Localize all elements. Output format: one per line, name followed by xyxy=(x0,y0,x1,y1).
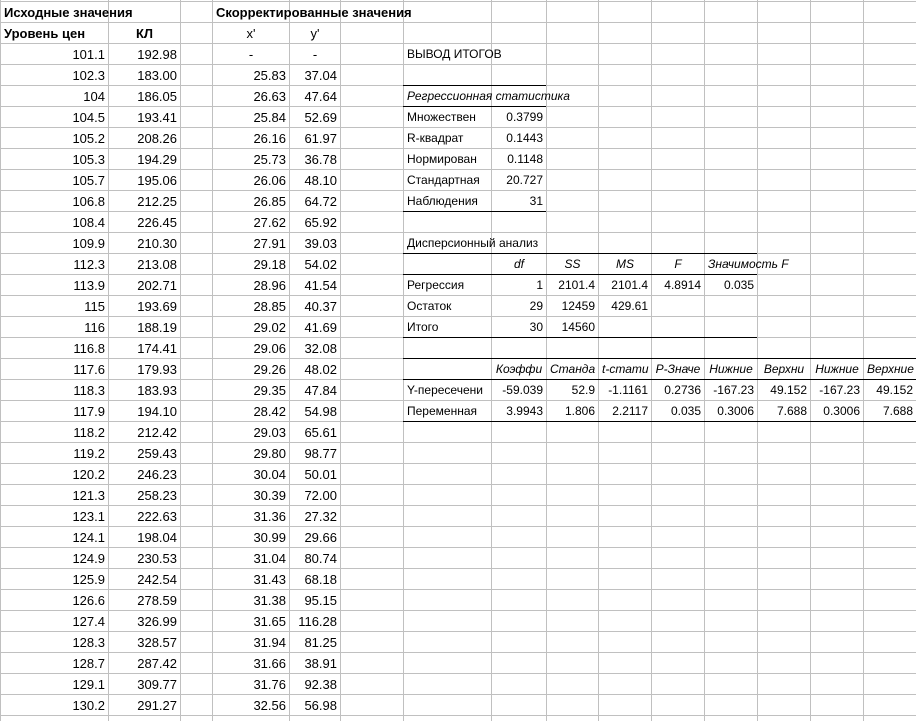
regression-stat-value[interactable]: 0.1443 xyxy=(506,131,543,145)
regression-stat-value[interactable]: 31 xyxy=(529,194,543,208)
price-level-cell[interactable]: 128.7 xyxy=(72,656,105,671)
kl-cell[interactable]: 195.06 xyxy=(137,173,177,188)
kl-cell[interactable]: 291.27 xyxy=(137,698,177,713)
summary-title[interactable]: ВЫВОД ИТОГОВ xyxy=(407,47,502,61)
anova-value[interactable]: 14560 xyxy=(561,320,595,334)
coefficient-value[interactable]: 0.3006 xyxy=(717,404,754,418)
price-level-cell[interactable]: 130.2 xyxy=(72,698,105,713)
y-prime-cell[interactable]: 37.04 xyxy=(304,68,337,83)
price-level-cell[interactable]: 105.3 xyxy=(72,152,105,167)
price-level-cell[interactable]: 127.4 xyxy=(72,614,105,629)
price-level-cell[interactable]: 113.9 xyxy=(73,278,105,293)
price-level-cell[interactable]: 118.2 xyxy=(73,425,105,440)
kl-cell[interactable]: 213.08 xyxy=(137,257,177,272)
y-prime-cell[interactable]: 47.64 xyxy=(304,89,337,104)
anova-value[interactable]: 429.61 xyxy=(611,299,648,313)
price-level-cell[interactable]: 118.3 xyxy=(73,383,105,398)
header-y-prime[interactable]: y' xyxy=(310,26,320,41)
y-prime-cell[interactable]: 116.28 xyxy=(298,614,337,629)
regression-stat-label[interactable]: R-квадрат xyxy=(407,131,464,145)
x-prime-cell[interactable]: 29.03 xyxy=(253,425,286,440)
x-prime-cell[interactable]: 29.80 xyxy=(253,446,286,461)
anova-value[interactable]: 4.8914 xyxy=(664,278,701,292)
y-prime-cell[interactable]: 80.74 xyxy=(304,551,337,566)
y-prime-cell[interactable]: 29.66 xyxy=(304,530,337,545)
kl-cell[interactable]: 258.23 xyxy=(137,488,177,503)
price-level-cell[interactable]: 112.3 xyxy=(73,257,105,272)
x-prime-cell[interactable]: 31.66 xyxy=(253,656,286,671)
header-kl[interactable]: КЛ xyxy=(135,26,154,41)
price-level-cell[interactable]: 104.5 xyxy=(72,110,105,125)
anova-value[interactable]: 29 xyxy=(529,299,543,313)
price-level-cell[interactable]: 125.9 xyxy=(72,572,105,587)
x-prime-cell[interactable]: 25.73 xyxy=(253,152,286,167)
header-price-level[interactable]: Уровень цен xyxy=(4,26,86,41)
y-prime-cell[interactable]: 98.77 xyxy=(304,446,337,461)
kl-cell[interactable]: 183.93 xyxy=(137,383,177,398)
anova-header[interactable]: df xyxy=(513,257,524,271)
y-prime-cell[interactable]: 52.69 xyxy=(304,110,337,125)
header-x-prime[interactable]: x' xyxy=(246,26,256,41)
coefficient-value[interactable]: 49.152 xyxy=(770,383,807,397)
price-level-cell[interactable]: 102.3 xyxy=(72,68,105,83)
coefficients-header[interactable]: Станда xyxy=(550,362,596,376)
coefficient-value[interactable]: 0.2736 xyxy=(664,383,701,397)
kl-cell[interactable]: 328.57 xyxy=(137,635,177,650)
x-prime-cell[interactable]: 31.36 xyxy=(253,509,286,524)
y-prime-cell[interactable]: 61.97 xyxy=(304,131,337,146)
x-prime-cell[interactable]: 32.56 xyxy=(253,698,286,713)
kl-cell[interactable]: 174.41 xyxy=(137,341,177,356)
price-level-cell[interactable]: 116.8 xyxy=(73,341,105,356)
kl-cell[interactable]: 309.77 xyxy=(137,677,177,692)
anova-value[interactable]: 2101.4 xyxy=(558,278,595,292)
coefficients-header[interactable]: Верхни xyxy=(763,362,805,376)
y-prime-cell[interactable]: 48.02 xyxy=(304,362,337,377)
kl-cell[interactable]: 259.43 xyxy=(137,446,177,461)
price-level-cell[interactable]: 101.1 xyxy=(72,47,105,62)
regression-stat-value[interactable]: 0.3799 xyxy=(506,110,543,124)
anova-value[interactable]: 0.035 xyxy=(723,278,754,292)
anova-value[interactable]: 30 xyxy=(529,320,543,334)
anova-bottom-border xyxy=(403,337,757,338)
x-prime-cell[interactable]: 31.65 xyxy=(253,614,286,629)
coefficients-header[interactable]: Верхние xyxy=(867,362,914,376)
regression-stats-title[interactable]: Регрессионная статистика xyxy=(407,89,570,103)
price-level-cell[interactable]: 116 xyxy=(84,320,105,335)
y-prime-cell[interactable]: 48.10 xyxy=(304,173,337,188)
x-prime-cell[interactable]: 27.91 xyxy=(253,236,286,251)
price-level-cell[interactable]: 105.7 xyxy=(72,173,105,188)
coefficient-value[interactable]: -167.23 xyxy=(713,383,754,397)
x-prime-cell[interactable]: 26.16 xyxy=(253,131,286,146)
y-prime-cell[interactable]: 40.37 xyxy=(304,299,337,314)
kl-cell[interactable]: 278.59 xyxy=(137,593,177,608)
coefficients-header[interactable]: P-Значе xyxy=(655,362,701,376)
y-prime-cell[interactable]: 41.69 xyxy=(304,320,337,335)
anova-value[interactable]: 12459 xyxy=(561,299,595,313)
price-level-cell[interactable]: 117.6 xyxy=(73,362,105,377)
y-prime-cell[interactable]: 95.15 xyxy=(304,593,337,608)
x-prime-cell[interactable]: 31.38 xyxy=(253,593,286,608)
coefficients-header[interactable]: Нижние xyxy=(709,362,753,376)
kl-cell[interactable]: 326.99 xyxy=(137,614,177,629)
price-level-cell[interactable]: 124.1 xyxy=(72,530,105,545)
price-level-cell[interactable]: 105.2 xyxy=(72,131,105,146)
regression-stat-value[interactable]: 0.1148 xyxy=(507,152,543,166)
x-prime-cell[interactable]: 26.63 xyxy=(253,89,286,104)
anova-title[interactable]: Дисперсионный анализ xyxy=(407,236,539,250)
x-prime-cell[interactable]: 30.04 xyxy=(253,467,286,482)
header-corrected-values[interactable]: Скорректированные значения xyxy=(216,5,412,20)
x-prime-cell[interactable]: 31.94 xyxy=(253,635,286,650)
y-prime-cell[interactable]: 72.00 xyxy=(304,488,337,503)
coefficient-value[interactable]: 52.9 xyxy=(571,383,595,397)
coefficient-value[interactable]: 0.035 xyxy=(670,404,701,418)
anova-value[interactable]: 1 xyxy=(536,278,543,292)
x-prime-cell[interactable]: 29.26 xyxy=(253,362,286,377)
x-prime-cell[interactable]: 30.99 xyxy=(253,530,286,545)
x-prime-cell[interactable]: - xyxy=(248,47,254,62)
regression-stat-label[interactable]: Нормирован xyxy=(407,152,477,166)
coefficient-value[interactable]: 7.688 xyxy=(882,404,913,418)
coefficient-value[interactable]: 1.806 xyxy=(564,404,595,418)
regression-stat-label[interactable]: Наблюдения xyxy=(407,194,478,208)
x-prime-cell[interactable]: 25.83 xyxy=(253,68,286,83)
price-level-cell[interactable]: 117.9 xyxy=(73,404,105,419)
kl-cell[interactable]: 202.71 xyxy=(137,278,177,293)
coefficients-header[interactable]: Коэффи xyxy=(495,362,543,376)
kl-cell[interactable]: 222.63 xyxy=(137,509,177,524)
anova-row-label[interactable]: Итого xyxy=(407,320,439,334)
price-level-cell[interactable]: 124.9 xyxy=(72,551,105,566)
coefficient-value[interactable]: 7.688 xyxy=(776,404,807,418)
coefficient-value[interactable]: 3.9943 xyxy=(506,404,543,418)
price-level-cell[interactable]: 128.3 xyxy=(72,635,105,650)
coefficients-header[interactable]: Нижние xyxy=(815,362,859,376)
kl-cell[interactable]: 193.69 xyxy=(137,299,177,314)
price-level-cell[interactable]: 115 xyxy=(84,299,105,314)
anova-row-label[interactable]: Регрессия xyxy=(407,278,465,292)
y-prime-cell[interactable]: 68.18 xyxy=(304,572,337,587)
anova-header[interactable]: SS xyxy=(564,257,581,271)
kl-cell[interactable]: 194.10 xyxy=(137,404,177,419)
price-level-cell[interactable]: 108.4 xyxy=(72,215,105,230)
coefficients-bottom-border xyxy=(403,421,916,422)
y-prime-cell[interactable]: 56.98 xyxy=(304,698,337,713)
x-prime-cell[interactable]: 30.39 xyxy=(253,488,286,503)
y-prime-cell[interactable]: 64.72 xyxy=(304,194,337,209)
kl-cell[interactable]: 188.19 xyxy=(137,320,177,335)
kl-cell[interactable]: 186.05 xyxy=(137,89,177,104)
y-prime-cell[interactable]: 41.54 xyxy=(304,278,337,293)
price-level-cell[interactable]: 123.1 xyxy=(72,509,105,524)
x-prime-cell[interactable]: 26.85 xyxy=(253,194,286,209)
price-level-cell[interactable]: 104 xyxy=(83,89,105,104)
x-prime-cell[interactable]: 29.02 xyxy=(253,320,286,335)
x-prime-cell[interactable]: 31.76 xyxy=(253,677,286,692)
kl-cell[interactable]: 242.54 xyxy=(137,572,177,587)
price-level-cell[interactable]: 129.1 xyxy=(72,677,105,692)
coefficients-row-label[interactable]: Переменная xyxy=(407,404,477,418)
y-prime-cell[interactable]: 36.78 xyxy=(304,152,337,167)
kl-cell[interactable]: 194.29 xyxy=(137,152,177,167)
kl-cell[interactable]: 192.98 xyxy=(137,47,177,62)
regression-stat-label[interactable]: Стандартная xyxy=(407,173,480,187)
anova-header[interactable]: MS xyxy=(616,257,634,271)
y-prime-cell[interactable]: 54.98 xyxy=(304,404,337,419)
x-prime-cell[interactable]: 27.62 xyxy=(253,215,286,230)
x-prime-cell[interactable]: 29.18 xyxy=(253,257,286,272)
kl-cell[interactable]: 208.26 xyxy=(137,131,177,146)
price-level-cell[interactable]: 106.8 xyxy=(72,194,105,209)
y-prime-cell[interactable]: 27.32 xyxy=(304,509,337,524)
x-prime-cell[interactable]: 25.84 xyxy=(253,110,286,125)
x-prime-cell[interactable]: 29.06 xyxy=(253,341,286,356)
coefficients-header[interactable]: t-стати xyxy=(602,362,649,376)
kl-cell[interactable]: 179.93 xyxy=(137,362,177,377)
y-prime-cell[interactable]: 92.38 xyxy=(304,677,337,692)
y-prime-cell[interactable]: - xyxy=(312,47,318,62)
coefficient-value[interactable]: -59.039 xyxy=(502,383,543,397)
kl-cell[interactable]: 183.00 xyxy=(137,68,177,83)
x-prime-cell[interactable]: 31.04 xyxy=(253,551,286,566)
coefficient-value[interactable]: -1.1161 xyxy=(608,383,648,397)
y-prime-cell[interactable]: 47.84 xyxy=(304,383,337,398)
coefficient-value[interactable]: -167.23 xyxy=(819,383,860,397)
kl-cell[interactable]: 226.45 xyxy=(137,215,177,230)
x-prime-cell[interactable]: 31.43 xyxy=(253,572,286,587)
y-prime-cell[interactable]: 32.08 xyxy=(304,341,337,356)
price-level-cell[interactable]: 119.2 xyxy=(73,446,105,461)
kl-cell[interactable]: 210.30 xyxy=(137,236,177,251)
y-prime-cell[interactable]: 38.91 xyxy=(304,656,337,671)
x-prime-cell[interactable]: 26.06 xyxy=(253,173,286,188)
price-level-cell[interactable]: 109.9 xyxy=(72,236,105,251)
y-prime-cell[interactable]: 65.92 xyxy=(304,215,337,230)
y-prime-cell[interactable]: 54.02 xyxy=(304,257,337,272)
x-prime-cell[interactable]: 28.42 xyxy=(253,404,286,419)
kl-cell[interactable]: 246.23 xyxy=(137,467,177,482)
price-level-cell[interactable]: 120.2 xyxy=(72,467,105,482)
anova-header[interactable]: Значимость F xyxy=(708,257,789,271)
regression-stats-bottom-border xyxy=(403,211,546,212)
y-prime-cell[interactable]: 81.25 xyxy=(304,635,337,650)
regression-stat-label[interactable]: Множествен xyxy=(407,110,476,124)
kl-cell[interactable]: 212.25 xyxy=(137,194,177,209)
anova-row-label[interactable]: Остаток xyxy=(407,299,452,313)
kl-cell[interactable]: 230.53 xyxy=(137,551,177,566)
anova-value[interactable]: 2101.4 xyxy=(611,278,648,292)
regression-stat-value[interactable]: 20.727 xyxy=(506,173,543,187)
x-prime-cell[interactable]: 28.85 xyxy=(253,299,286,314)
y-prime-cell[interactable]: 50.01 xyxy=(304,467,337,482)
kl-cell[interactable]: 193.41 xyxy=(137,110,177,125)
price-level-cell[interactable]: 121.3 xyxy=(72,488,105,503)
anova-header[interactable]: F xyxy=(674,257,682,271)
kl-cell[interactable]: 287.42 xyxy=(137,656,177,671)
price-level-cell[interactable]: 126.6 xyxy=(72,593,105,608)
kl-cell[interactable]: 198.04 xyxy=(137,530,177,545)
coefficient-value[interactable]: 0.3006 xyxy=(823,404,860,418)
coefficients-row-label[interactable]: Y-пересечени xyxy=(407,383,483,397)
header-original-values[interactable]: Исходные значения xyxy=(4,5,133,20)
kl-cell[interactable]: 212.42 xyxy=(137,425,177,440)
coefficient-value[interactable]: 49.152 xyxy=(876,383,913,397)
x-prime-cell[interactable]: 29.35 xyxy=(253,383,286,398)
x-prime-cell[interactable]: 28.96 xyxy=(253,278,286,293)
coefficient-value[interactable]: 2.2117 xyxy=(612,404,648,418)
y-prime-cell[interactable]: 65.61 xyxy=(304,425,337,440)
y-prime-cell[interactable]: 39.03 xyxy=(304,236,337,251)
